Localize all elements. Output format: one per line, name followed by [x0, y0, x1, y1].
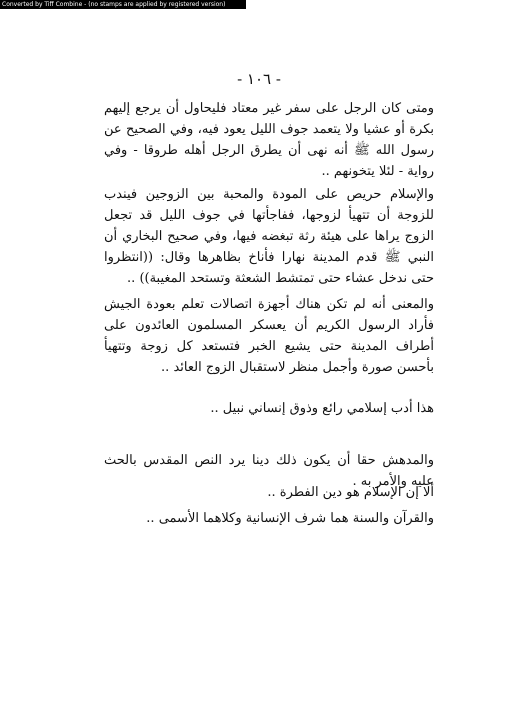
page-number: - ١٠٦ -: [237, 70, 281, 88]
paragraph-6: ألا إن الإسلام هو دين الفطرة ..: [267, 485, 434, 500]
paragraph-2: والإسلام حريص على المودة والمحبة بين الزوجين فيندب للزوجة أن تتهيأ لزوجها، ففاجأتها في جوف الليل قد تجعل الزوج يراها على هيئة رثة تبغضه فيها، وفي صحيح البخاري أن النبي ﷺ قدم المدينة نهارا فأناخ بظاهرها وقال: ((انتظروا حتى ندخل عشاء حتى تمتشط الشعثة وتستحد المغيبة)) ..: [104, 187, 434, 286]
paragraph-4: هذا أدب إسلامي رائع وذوق إنساني نبيل ..: [210, 401, 434, 416]
paragraph-7: والقرآن والسنة هما شرف الإنسانية وكلاهما الأسمى ..: [146, 511, 434, 526]
paragraph-3: والمعنى أنه لم تكن هناك أجهزة اتصالات تعلم بعودة الجيش فأراد الرسول الكريم أن يعسكر المسلمون العائدون على أطراف المدينة حتى يشيع الخبر فتستعد كل زوجة وتتهيأ بأحسن صورة وأجمل منظر لاستقبال الزوج العائد ..: [104, 297, 434, 375]
paragraph-1: ومتى كان الرجل على سفر غير معتاد فليحاول أن يرجع إليهم بكرة أو عشيا ولا يتعمد جوف الليل يعود فيه، وفي الصحيح عن رسول الله ﷺ أنه نهى أن يطرق الرجل أهله طروقا - وفي رواية - لئلا يتخونهم ..: [104, 101, 434, 179]
conversion-banner: Converted by Tiff Combine - (no stamps are applied by registered version): [0, 0, 246, 9]
paragraph-5: والمدهش حقا أن يكون ذلك دينا يرد النص المقدس بالحث عليه والأمر به .: [104, 453, 434, 489]
